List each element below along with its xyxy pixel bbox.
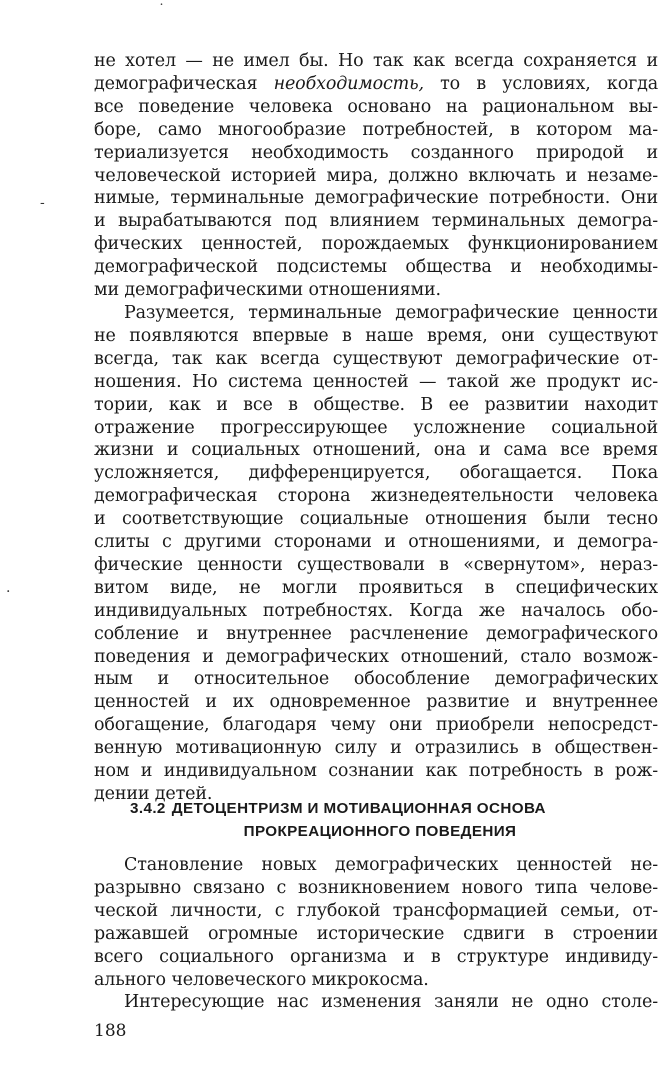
- section-number: 3.4.2: [130, 800, 166, 817]
- text-line: отражение прогрессирующее усложнение социальной: [94, 417, 658, 438]
- text-line: разрывно связано с возникновением нового типа челове-: [94, 877, 658, 898]
- paragraph-1: [94, 50, 658, 302]
- text-line: ражавшей огромные исторические сдвиги в строении: [94, 923, 658, 944]
- text-line: обогащение, благодаря чему они приобрели непосредст-: [94, 715, 658, 736]
- text-line: собление и внутреннее расчленение демографического: [94, 623, 658, 644]
- text-line: ценностей и их одновременное развитие и внутреннее: [94, 692, 658, 713]
- text-line: териализуется необходимость созданного природой и: [94, 142, 658, 163]
- text-line: фических ценностей, порождаемых функционированием: [94, 234, 658, 255]
- text-line: все поведение человека основано на рациональном вы-: [94, 96, 658, 117]
- text-line: жизни и социальных отношений, она и сама все время: [94, 440, 658, 461]
- text-line: ном и индивидуальном сознании как потребность в рож-: [94, 761, 658, 782]
- text-line: витом виде, не могли проявиться в специфических: [94, 577, 658, 598]
- text-line: Интересующие нас изменения заняли не одно столе-: [124, 992, 658, 1013]
- section-title-line-1: ДЕТОЦЕНТРИЗМ И МОТИВАЦИОННАЯ ОСНОВА: [171, 800, 546, 817]
- text-line: ным и относительное обособление демографических: [94, 669, 658, 690]
- text-line: индивидуальных потребностях. Когда же началось обо-: [94, 600, 658, 621]
- body-text-bottom: [94, 854, 658, 1014]
- text-line: слиты с другими сторонами и отношениями, и демогра-: [94, 532, 658, 553]
- text-line: тории, как и все в обществе. В ее развитии находит: [94, 394, 658, 415]
- text-line: венную мотивационную силу и отразились в обществен-: [94, 738, 658, 759]
- text-line: ческой личности, с глубокой трансформацией семьи, от-: [94, 900, 658, 921]
- text-line: и вырабатываются под влиянием терминальных демогра-: [94, 211, 658, 232]
- margin-mark: .: [6, 580, 11, 596]
- page-number: 188: [94, 1021, 127, 1041]
- text-line: нимые, терминальные демографические потребности. Они: [94, 188, 658, 209]
- text-line: человеческой историей мира, должно включать и незаме-: [94, 165, 658, 186]
- text-line: и соответствующие социальные отношения были тесно: [94, 509, 658, 530]
- text-line: не появляются впервые в наше время, они существуют: [94, 325, 658, 346]
- text-line: всегда, так как всегда существуют демографические от-: [94, 348, 658, 369]
- text-line: дении детей.: [94, 784, 213, 804]
- text-line: Разумеется, терминальные демографические ценности: [124, 302, 658, 323]
- text-line: поведения и демографических отношений, стало возмож-: [94, 646, 658, 667]
- margin-mark: ˙: [158, 2, 165, 18]
- body-text-top: [94, 50, 658, 806]
- text-line: фические ценности существовали в «свернутом», нераз-: [94, 554, 658, 575]
- section-title-line-2: ПРОКРЕАЦИОННОГО ПОВЕДЕНИЯ: [243, 823, 517, 840]
- text-line: ношения. Но система ценностей — такой же продукт ис-: [94, 371, 658, 392]
- text-line: ми демографическими отношениями.: [94, 280, 441, 301]
- text-line: всего социального организма и в структуре индивиду-: [94, 946, 658, 967]
- text-line: демографическая необходимость, то в условиях, когда: [94, 73, 659, 94]
- text-line: Становление новых демографических ценностей не-: [124, 855, 658, 875]
- section-heading: [94, 797, 658, 843]
- text-line: демографической подсистемы общества и необходимы-: [94, 257, 658, 278]
- margin-mark: -: [40, 195, 45, 211]
- paragraph-3: [94, 854, 658, 991]
- text-line: усложняется, дифференцируется, обогащается. Пока: [94, 463, 658, 484]
- paragraph-2: [94, 302, 658, 806]
- text-line: боре, само многообразие потребностей, в котором ма-: [94, 119, 658, 140]
- text-line: не хотел — не имел бы. Но так как всегда сохраняется и: [94, 51, 658, 71]
- text-line: ального человеческого микрокосма.: [94, 969, 429, 990]
- paragraph-4: [94, 991, 658, 1014]
- text-line: демографическая сторона жизнедеятельности человека: [94, 486, 658, 507]
